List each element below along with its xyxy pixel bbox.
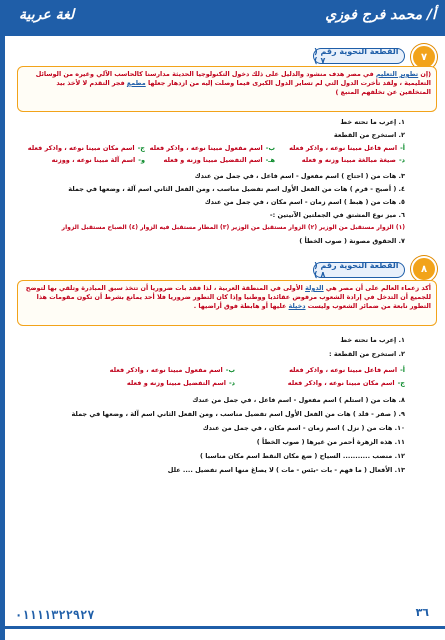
question-2-13: ١٣. الأفعال ( ما فهم - بات -بئس - مات ) لا يصاغ منها اسم تفضيل .... علل bbox=[167, 466, 405, 474]
question-2-8: ٨. هات من ( استلم ) اسم مفعول - اسم فاعل ، في جمل من عندك bbox=[192, 396, 405, 404]
passage-keyword: مطمع bbox=[126, 79, 146, 87]
page-header bbox=[5, 0, 445, 36]
option-a: أ-اسم فاعل مبينا نوعه ، واذكر فعله bbox=[289, 144, 405, 152]
section-1-badge: ٧ bbox=[411, 44, 437, 70]
question-6: ٦. ميز نوع المشتق في الجملتين الآتيتين :- bbox=[269, 211, 405, 219]
passage-keyword: الدولة bbox=[305, 284, 324, 292]
option-b: ب-اسم مفعول مبينا نوعه ، واذكر فعله bbox=[149, 144, 275, 152]
question-3: ٣. هات من ( احتاج ) اسم مفعول - اسم فاعل ، في جمل من عندك bbox=[194, 172, 405, 180]
option-2-a: أ-اسم فاعل مبينا نوعه ، واذكر فعله bbox=[289, 366, 405, 374]
page-number: ٣٦ bbox=[415, 606, 429, 619]
phone-number: ٠١١١١٣٢٢٩٢٧ bbox=[15, 608, 95, 622]
question-2-1: ١. إعرب ما تحته خط bbox=[340, 336, 405, 344]
section-2-passage: أكد زعماء العالم على أن مصر هي الدولة الأولى في المنطقة العربية ، لذا فقد بات ضروريا أن تتخذ سبق المبادرة وتلقي بها لتوضح للجميع أن التدخل في إرادة الشعوب مرفوض عقائديا ووطنيا وإذا كان التطور ضروريا فلا أحد يمانع بشرط أن تكون مقومات هذا التطور نابعة من ضمائر الشعوب وليست دخيلة عليها أو هابطة فوق أراضيها . bbox=[17, 280, 437, 326]
question-2-9: ٩. ( صفر - قلد ) هات من الفعل الأول اسم تفضيل مناسب ، ومن الفعل الثاني اسم آلة ، وضعها في جملة bbox=[71, 410, 405, 418]
option-2-d: د-اسم التفضيل مبينا وزنه و فعله bbox=[126, 379, 235, 387]
question-2-10: ١٠. هات من ( نزل ) اسم زمان - اسم مكان ، في جمل من عندك bbox=[202, 424, 405, 432]
option-2-b: ب-اسم مفعول مبينا نوعه ، واذكر فعله bbox=[109, 366, 235, 374]
question-2-11: ١١. هذه الزهرة أحمر من غيرها ( صوب الخطأ ) bbox=[256, 438, 405, 446]
question-4: ٤. ( أصبح - قرم ) هات من الفعل الأول اسم تفضيل مناسب ، ومن الفعل الثاني اسم آلة ، وضعها في جملة bbox=[68, 185, 405, 193]
subject-title: لغة عربية bbox=[19, 7, 75, 23]
question-1: ١. إعرب ما تحته خط bbox=[340, 118, 405, 126]
question-5: ٥. هات من ( هبط ) اسم زمان - اسم مكان ، في جمل من عندك bbox=[204, 198, 405, 206]
option-c: ج-اسم مكان مبينا نوعه ، واذكر فعله bbox=[27, 144, 145, 152]
section-2-title: القطعة النحوية رقم ( ٨ ) bbox=[313, 262, 405, 278]
question-2-2: ٢. استخرج من القطعة : bbox=[329, 350, 405, 358]
passage-keyword: تطوير التعليم bbox=[375, 70, 419, 78]
section-2-badge: ٨ bbox=[411, 256, 437, 282]
footer-bar bbox=[5, 626, 445, 629]
question-2: ٢. استخرج من القطعة bbox=[333, 131, 405, 139]
option-d: د-صيغة مبالغة مبينا وزنه و فعله bbox=[301, 156, 405, 164]
teacher-name: أ/ محمد فرج فوزي bbox=[325, 7, 436, 23]
option-2-c: ج-اسم مكان مبينا نوعه ، واذكر فعله bbox=[287, 379, 405, 387]
section-1-title: القطعة النحوية رقم ( ٧ ) bbox=[313, 48, 405, 64]
option-e: هـ-اسم التفضيل مبينا وزنه و فعله bbox=[163, 156, 275, 164]
passage-keyword: دخيلة bbox=[288, 302, 306, 310]
question-7: ٧. الحقوق مصونة ( صوب الخطأ ) bbox=[299, 237, 405, 245]
question-2-12: ١٢. منصب ........... السياح ( ضع مكان النقط اسم مكان مناسبا ) bbox=[199, 452, 405, 460]
section-1-passage: (إن تطوير التعليم في مصر هدف منشود والدليل على ذلك دخول التكنولوجيا الحديثة مدارسنا كالحاسب الآلي وغيره من الوسائل التعليمية ، ولقد تأخرت الدول التي لم تساير الدول الكبرى فيما وصلت إليه من ازدهار جعلها مطمع فجر التقدم لا لأخذ بيد المتخلفين عن تخلفهم المنبع ) bbox=[17, 66, 437, 112]
question-6-items: (١) الزوار مستقبل من الوزير (٢) الزوار مستقبل من الوزير (٣) المطار مستقبل فيه الزوار (٤) الصباح مستقبل الزوار bbox=[61, 224, 405, 231]
option-f: و-اسم آلة مبينا نوعه ، ووزنه bbox=[51, 156, 145, 164]
